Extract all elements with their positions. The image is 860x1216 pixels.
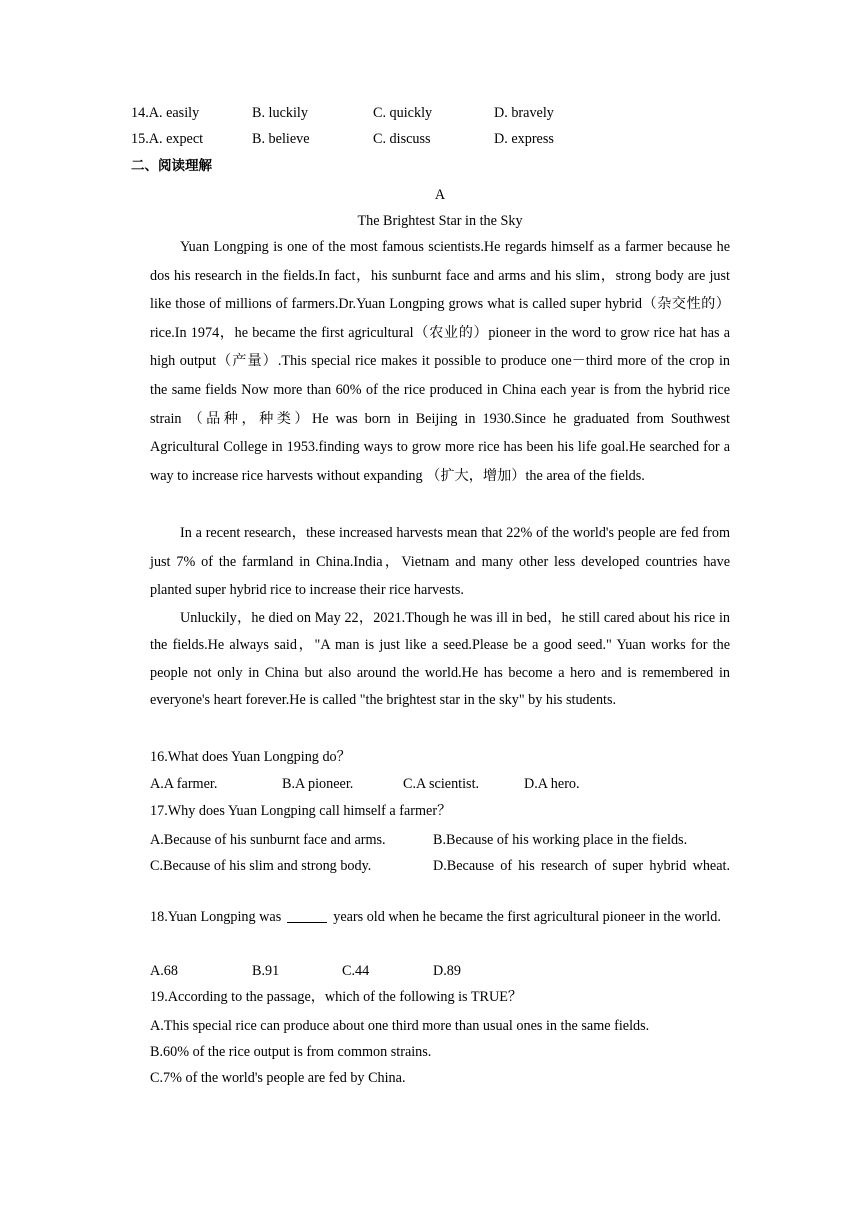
question-17-option-c: C.Because of his slim and strong body.	[150, 858, 372, 874]
option-15a: 15.A. expect	[131, 131, 204, 147]
question-17-stem: 17.Why does Yuan Longping call himself a farmer？	[150, 803, 452, 819]
passage-paragraph-2: In a recent research，these increased harvests mean that 22% of the world's people are fed from just 7% of the farmland in China.India，Vietnam and many other less developed countries have planted super hybrid rice to increase their rice harvests.	[150, 525, 730, 599]
question-18-option-a: A.68	[150, 963, 178, 979]
question-17-option-d: D.Because of his research of super hybrid wheat.	[433, 858, 730, 874]
option-14d: D. bravely	[494, 105, 554, 121]
option-15d: D. express	[494, 131, 554, 147]
question-17-option-b: B.Because of his working place in the fields.	[433, 832, 688, 848]
option-14b: B. luckily	[252, 105, 308, 121]
question-18-option-c: C.44	[342, 963, 370, 979]
question-19-stem: 19.According to the passage，which of the following is TRUE？	[150, 989, 523, 1005]
passage-paragraph-1: Yuan Longping is one of the most famous scientists.He regards himself as a farmer because he dos his research in the fields.In fact，his sunburnt face and arms and his slim，strong body are just like those of millions of farmers.Dr.Yuan Longping grows what is called super hybrid（杂交性的）rice.In 1974，he became the first agricultural（农业的）pioneer in the word to grow rice hat has a high output（产量）.This special rice makes it possible to produce one－third more of the crop in the same fields Now more than 60% of the rice produced in China each year is from the hybrid rice strain （品种，种类）He was born in Beijing in 1930.Since he graduated from Southwest Agricultural College in 1953.finding ways to grow more rice has been his life goal.He searched for a way to increase rice harvests without expanding （扩大，增加）the area of the fields.	[150, 239, 730, 484]
question-16-option-b: B.A pioneer.	[282, 776, 354, 792]
passage-label: A	[434, 187, 446, 203]
question-16-option-d: D.A hero.	[524, 776, 580, 792]
question-18-stem-after: years old when he became the first agricultural pioneer in the world.	[333, 909, 721, 925]
question-19-option-b: B.60% of the rice output is from common strains.	[150, 1044, 432, 1060]
question-18-option-b: B.91	[252, 963, 280, 979]
answer-blank	[287, 908, 327, 923]
question-19-option-c: C.7% of the world's people are fed by China.	[150, 1070, 406, 1086]
question-16-option-a: A.A farmer.	[150, 776, 218, 792]
question-17-option-a: A.Because of his sunburnt face and arms.	[150, 832, 386, 848]
question-18-option-d: D.89	[433, 963, 461, 979]
question-16-option-c: C.A scientist.	[403, 776, 480, 792]
question-19-option-a: A.This special rice can produce about one third more than usual ones in the same fields.	[150, 1018, 650, 1034]
question-18-stem-before: 18.Yuan Longping was	[150, 909, 282, 925]
passage-paragraph-3: Unluckily，he died on May 22，2021.Though he was ill in bed，he still cared about his rice in the fields.He always said，"A man is just like a seed.Please be a good seed." Yuan works for the people not only in China but also around the world.He has become a hero and is remembered in everyone's heart forever.He is called "the brightest star in the sky" by his students.	[150, 610, 730, 709]
option-15c: C. discuss	[373, 131, 431, 147]
question-16-stem: 16.What does Yuan Longping do？	[150, 749, 351, 765]
passage-title: The Brightest Star in the Sky	[357, 213, 523, 229]
question-17-option-d-wrap	[433, 856, 730, 876]
option-15b: B. believe	[252, 131, 310, 147]
question-18-stem	[150, 904, 730, 930]
option-14a: 14.A. easily	[131, 105, 200, 121]
option-14c: C. quickly	[373, 105, 433, 121]
section-heading: 二、阅读理解	[131, 158, 212, 174]
